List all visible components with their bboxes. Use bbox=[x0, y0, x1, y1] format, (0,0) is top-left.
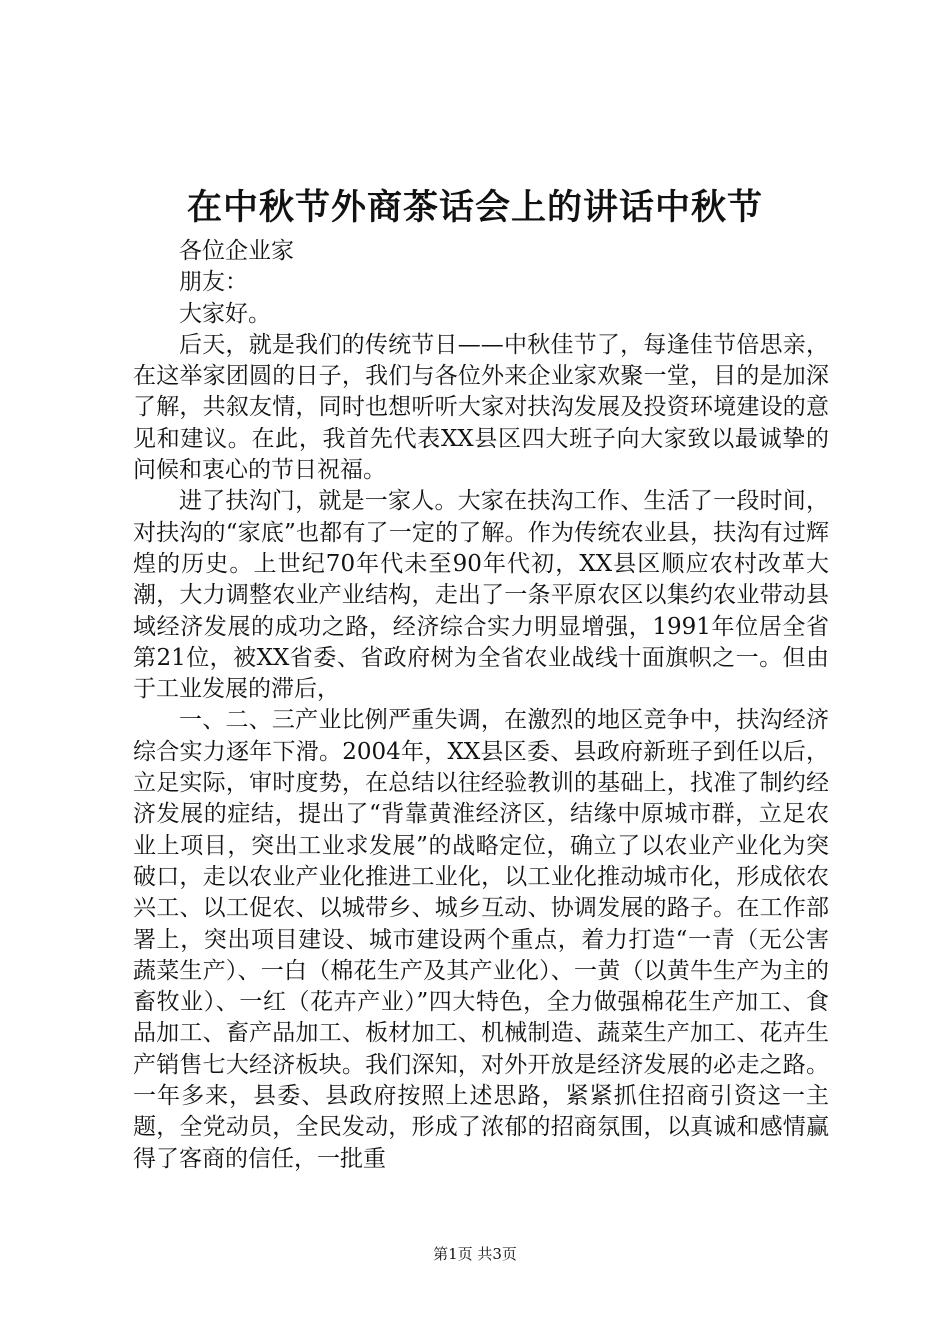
paragraph: 一、二、三产业比例严重失调，在激烈的地区竞争中，扶沟经济综合实力逐年下滑。2004年，XX县区委、县政府新班子到任以后，立足实际，审时度势，在总结以往经验教训的基础上，找准了制约经济发展的症结，提出了“背靠黄淮经济区，结缘中原城市群，立足农业上项目，突出工业求发展”的战略定位，确立了以农业产业化为突破口，走以农业产业化推进工业化，以工业化推动城市化，形成依农兴工、以工促农、以城带乡、城乡互动、协调发展的路子。在工作部署上，突出项目建设、城市建设两个重点，着力打造“一青（无公害蔬菜生产）、一白（棉花生产及其产业化）、一黄（以黄牛生产为主的畜牧业）、一红（花卉产业）”四大特色，全力做强棉花生产加工、食品加工、畜产品加工、板材加工、机械制造、蔬菜生产加工、花卉生产销售七大经济板块。我们深知，对外开放是经济发展的必走之路。一年多来，县委、县政府按照上述思路，紧紧抓住招商引资这一主题，全党动员，全民发动，形成了浓郁的招商氛围，以真诚和感情赢得了客商的信任，一批重 bbox=[133, 707, 829, 1172]
page-number-footer: 第1页 共3页 bbox=[433, 1245, 517, 1263]
greeting: 大家好。 bbox=[179, 300, 271, 327]
salutation-line-2: 朋友： bbox=[179, 269, 248, 296]
paragraph: 进了扶沟门，就是一家人。大家在扶沟工作、生活了一段时间，对扶沟的“家底”也都有了一定的了解。作为传统农业县，扶沟有过辉煌的历史。上世纪70年代未至90年代初，XX县区顺应农村改革大潮，大力调整农业产业结构，走出了一条平原农区以集约农业带动县域经济发展的成功之路，经济综合实力明显增强，1991年位居全省第21位，被XX省委、省政府树为全省农业战线十面旗帜之一。但由于工业发展的滞后， bbox=[133, 488, 829, 703]
document-title: 在中秋节外商茶话会上的讲话中秋节 bbox=[186, 187, 763, 228]
paragraph: 后天，就是我们的传统节日——中秋佳节了，每逢佳节倍思亲，在这举家团圆的日子，我们与各位外来企业家欢聚一堂，目的是加深了解，共叙友情，同时也想听听大家对扶沟发展及投资环境建设的意见和建议。在此，我首先代表XX县区四大班子向大家致以最诚挚的问候和衷心的节日祝福。 bbox=[133, 331, 829, 484]
salutation-line-1: 各位企业家 bbox=[179, 238, 294, 264]
document-body bbox=[133, 236, 829, 1175]
